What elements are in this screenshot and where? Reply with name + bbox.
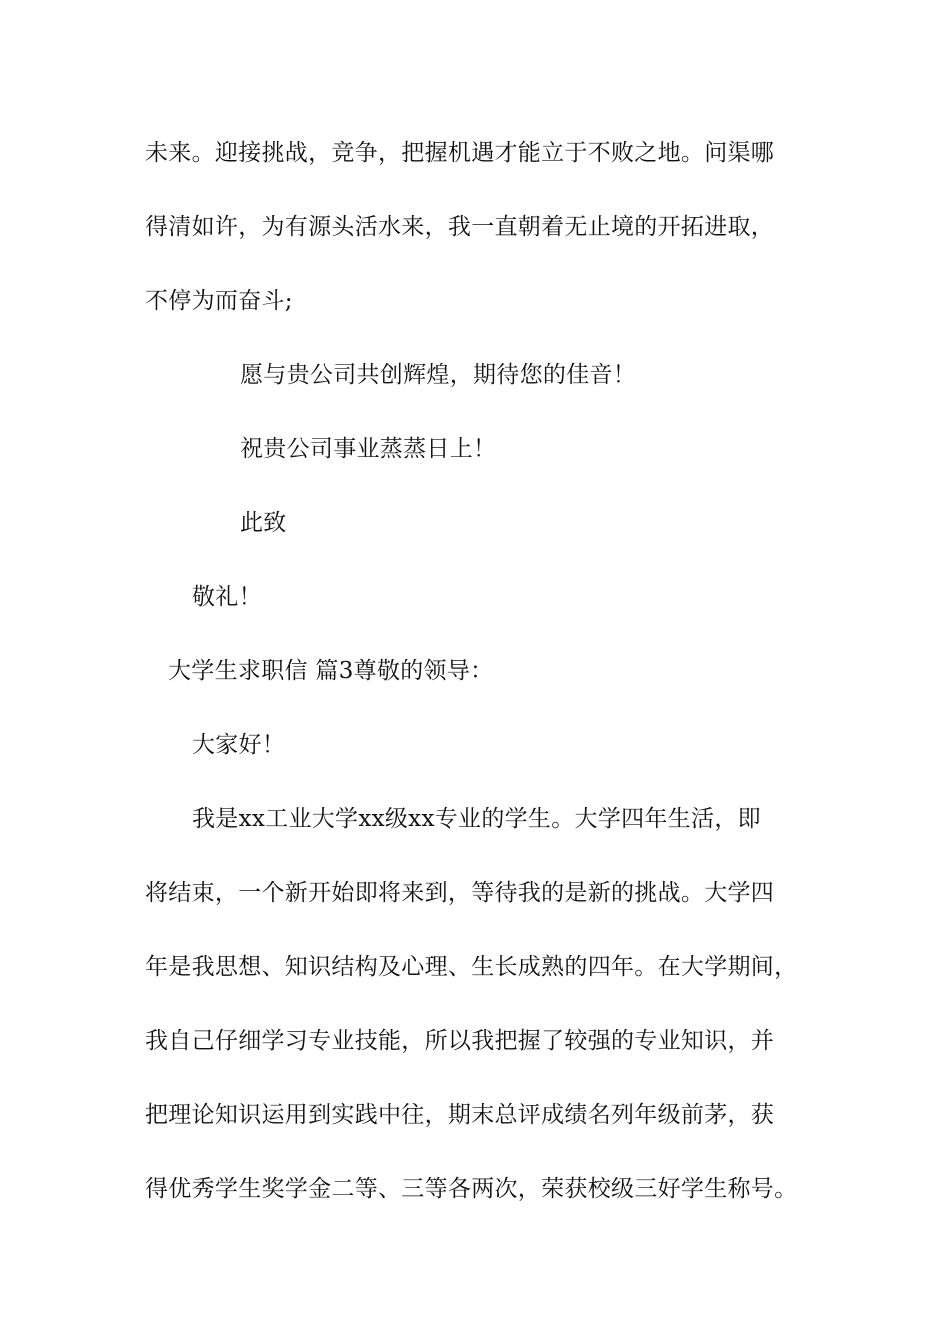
closing-line-wish: 愿与贵公司共创辉煌，期待您的佳音！ (240, 362, 637, 388)
paragraph-line: 未来。迎接挑战，竞争，把握机遇才能立于不败之地。问渠哪 (145, 140, 775, 166)
greeting-line: 大家好！ (192, 732, 286, 758)
paragraph-line: 得优秀学生奖学金二等、三等各两次，荣获校级三好学生称号。 (145, 1176, 798, 1202)
closing-regards: 敬礼！ (192, 584, 262, 610)
paragraph-line: 把理论知识运用到实践中往，期末总评成绩名列年级前茅，获 (145, 1102, 775, 1128)
paragraph-line: 将结束，一个新开始即将来到，等待我的是新的挑战。大学四 (145, 880, 775, 906)
paragraph-line: 不停为而奋斗; (145, 288, 293, 314)
paragraph-line: 得清如许，为有源头活水来，我一直朝着无止境的开拓进取， (145, 214, 775, 240)
paragraph-line: 我自己仔细学习专业技能，所以我把握了较强的专业知识，并 (145, 1028, 775, 1054)
paragraph-line: 年是我思想、知识结构及心理、生长成熟的四年。在大学期间， (145, 954, 798, 980)
closing-salutation: 此致 (240, 510, 287, 536)
paragraph-line: 我是xx工业大学xx级xx专业的学生。大学四年生活，即 (192, 806, 761, 832)
closing-line-blessing: 祝贵公司事业蒸蒸日上！ (240, 436, 497, 462)
section-heading: 大学生求职信 篇3尊敬的领导： (168, 658, 494, 684)
